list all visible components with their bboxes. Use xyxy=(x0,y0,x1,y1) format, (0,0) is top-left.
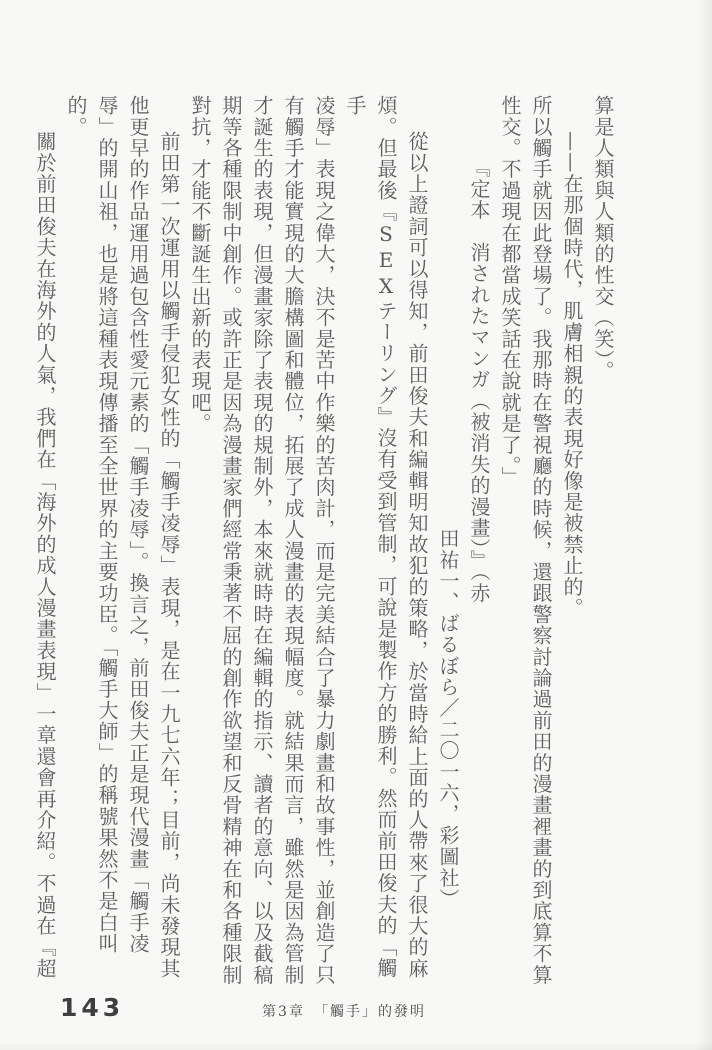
text-column-11: 才誕生的表現，但漫畫家除了表現的規制外，本來就時時在編輯的指示、讀者的意向、以及截稿 xyxy=(250,95,274,986)
latin-word-sex: SEX xyxy=(374,222,398,301)
text-column-18: 關於前田俊夫在海外的人氣，我們在「海外的成人漫畫表現」一章還會再介紹。不過在『超 xyxy=(33,131,57,979)
text-column-1: 算是人類與人類的性交（笑）。 xyxy=(591,95,615,382)
text-column-4: 性交。不過現在都當成笑話在說就是了。」 xyxy=(498,95,522,488)
text-column-14: 前田第一次運用以觸手侵犯女性的「觸手凌辱」表現，是在一九七六年；目前，尚未發現其 xyxy=(157,131,181,979)
text-column-8-post: テーリング』沒有受到管制，可說是製作方的勝利。然而前田俊夫的「觸手 xyxy=(343,95,398,979)
text-column-3: 所以觸手就因此登場了。我那時在警視廳的時候，還跟警察討論過前田的漫畫裡畫的到底算不算 xyxy=(529,95,553,986)
text-column-2: ——在那個時代，肌膚相親的表現好像是被禁止的。 xyxy=(560,131,584,619)
text-column-7: 從以上證詞可以得知，前田俊夫和編輯明知故犯的策略，於當時給上面的人帶來了很大的麻 xyxy=(405,131,429,979)
text-column-8 xyxy=(339,95,401,993)
text-column-15: 他更早的作品運用過包含性愛元素的「觸手凌辱」。換言之，前田俊夫正是現代漫畫「觸手凌 xyxy=(126,95,150,955)
text-column-10: 有觸手才能實現的大膽構圖和體位，拓展了成人漫畫的表現幅度。就結果而言，雖然是因為管制 xyxy=(281,95,305,986)
footer-chapter-title: 第3章 「觸手」的發明 xyxy=(262,1004,426,1020)
text-column-9: 凌辱」表現之偉大，決不是苦中作樂的苦肉計，而是完美結合了暴力劇畫和故事性，並創造了只 xyxy=(312,95,336,986)
text-column-8-pre: 煩。但最後『 xyxy=(374,95,398,223)
text-column-12: 期等各種限制中創作。或許正是因為漫畫家們經常秉著不屈的創作欲望和反骨精神在和各種限制 xyxy=(219,95,243,986)
vertical-text-block xyxy=(29,95,618,993)
page-edge-shadow xyxy=(696,0,712,1050)
page-bottom-shadow xyxy=(0,1042,712,1050)
citation-column-1: 『定本 消されたマンガ（被消失的漫畫）』（赤 xyxy=(467,157,491,604)
text-column-16: 辱」的開山祖，也是將這種表現傳播至全世界的主要功臣。「觸手大師」的稱號果然不是白叫 xyxy=(95,95,119,955)
text-column-17: 的。 xyxy=(64,95,88,138)
citation-column-2: 田祐一、ばるぼら／二〇一六，彩圖社） xyxy=(436,528,460,910)
page-number: 143 xyxy=(60,993,125,1022)
text-column-13: 對抗，才能不斷誕生出新的表現吧。 xyxy=(188,95,212,435)
